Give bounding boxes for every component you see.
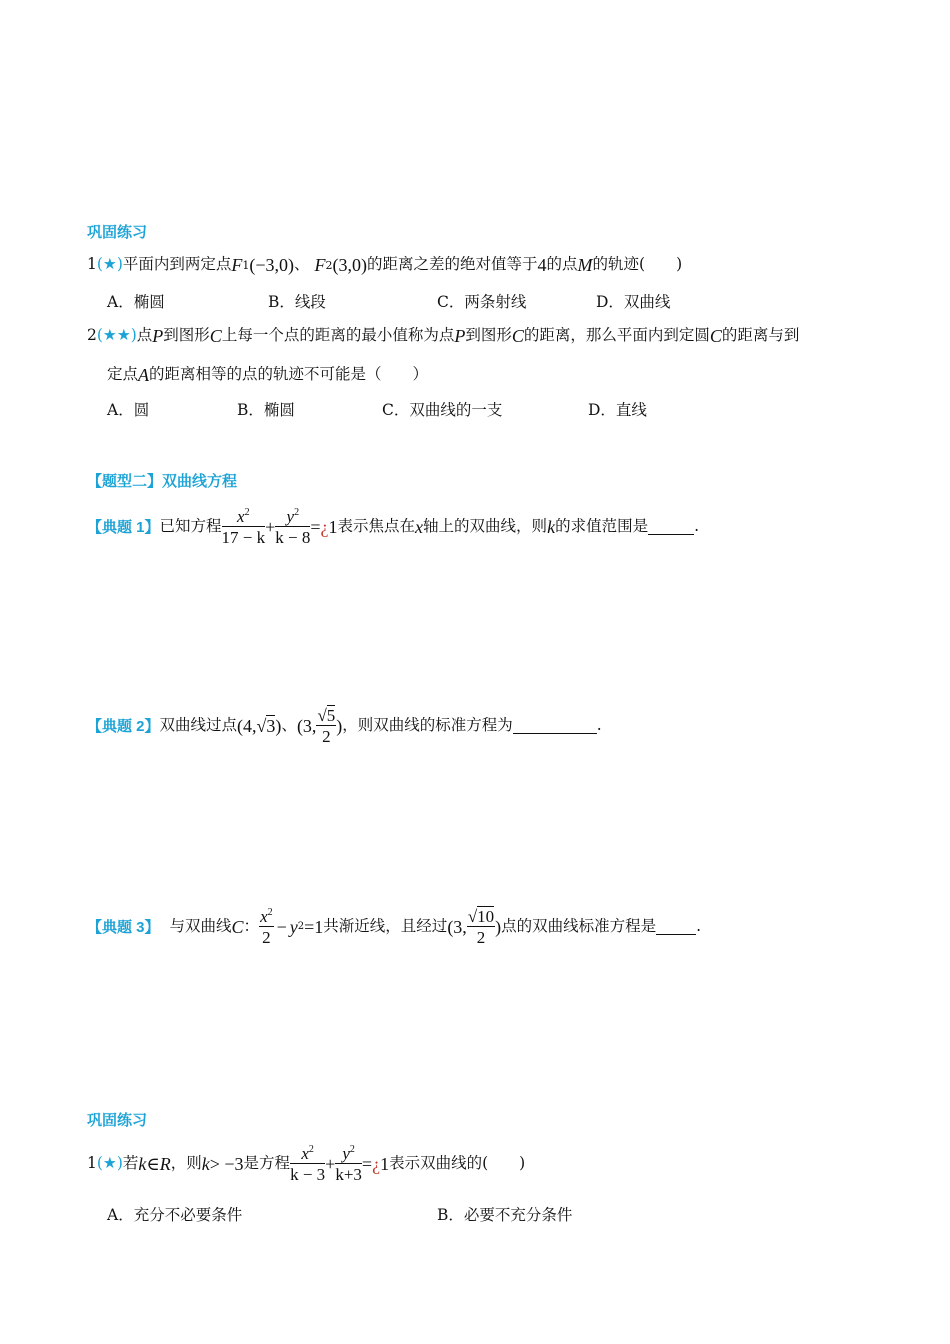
radicand: 5 [326,706,336,725]
radical: √3 [256,716,276,736]
math-var-P: P [454,326,466,346]
plus-sign: + [325,1154,336,1174]
separator: 、 [281,716,297,735]
math-var-k: k [547,517,556,537]
option-b: B．椭圆 [237,401,295,419]
answer-blank[interactable] [648,519,694,536]
point-close: ) [495,917,502,937]
question-number: 1 [87,1154,97,1173]
equals-sign: = [310,517,321,537]
difficulty-stars: (★★) [96,326,137,345]
fraction: $\frac{y^2}{k - 8}$ [275,507,311,547]
fraction: $\frac{x^2}{k - 3}$ [290,1144,326,1184]
question-text: 的点 [546,255,578,274]
garbled-char: ¿ [372,1154,381,1174]
section-heading: 【题型二】双曲线方程 [87,473,238,490]
option-c: C．双曲线的一支 [382,401,503,419]
math-var-C: C [709,326,722,346]
number: 1 [328,517,338,537]
option-b: B．线段 [268,293,326,311]
question-text: 的距离与到 [721,326,800,345]
math-var-x: x [301,1144,309,1163]
example-1 [87,508,699,546]
math-var-F: F [231,255,243,275]
number: 1 [380,1154,390,1174]
question-text: 双曲线过点 [159,716,238,735]
practice-heading-2: 巩固练习 [87,1112,148,1129]
option-a: A．圆 [107,401,150,419]
question-text: 共渐近线，且经过 [323,917,448,936]
fraction-denominator: k − 8 [275,528,311,547]
question-text: 的距离相等的点的轨迹不可能是（ ） [149,365,429,384]
colon: ： [243,917,260,936]
math-var-x: x [415,517,424,537]
point-open: (4, [237,716,257,736]
fraction: $\frac{√5}{2}$ [317,706,336,746]
element-of: ∈ [146,1154,160,1174]
point-close: ) [336,716,343,736]
fraction: $\frac{y^2}{k+3}$ [335,1144,362,1184]
period: . [696,917,702,936]
question-text: 点的双曲线标准方程是 [501,917,657,936]
plus-sign: + [265,517,276,537]
fraction-denominator: k+3 [335,1165,362,1184]
question-text: 的轨迹( ) [592,255,683,274]
question-text: ，则双曲线的标准方程为 [342,716,513,735]
inequality: > −3 [209,1154,244,1174]
practice2-question-1 [87,1145,525,1183]
option-a: A．充分不必要条件 [107,1206,243,1224]
period: . [596,716,602,735]
point-coords: (−3,0) [249,255,295,275]
math-var-P: P [152,326,164,346]
math-var-C: C [209,326,222,346]
answer-blank[interactable] [656,919,696,936]
equals-sign: = [361,1154,373,1174]
question-text: 已知方程 [159,517,222,536]
math-var-F: F [314,255,326,275]
fraction-denominator: 17 − k [221,528,266,547]
example-label: 【典题 3】 [87,918,160,936]
question-text: 的距离，那么平面内到定圆 [523,326,710,345]
subscript: 2 [325,258,333,272]
question-text: 与双曲线 [169,917,232,936]
garbled-char: ¿ [320,517,329,537]
math-var-x: x [237,507,245,526]
point-open: (3, [296,716,317,736]
fraction: $\frac{x^2}{2}$ [260,907,273,947]
separator: 、 [294,255,310,274]
practice1-question-2 [87,327,799,345]
example-label: 【典题 2】 [87,717,160,735]
question-text: 的距离之差的绝对值等于 [366,255,538,274]
question-text: 平面内到两定点 [122,255,232,274]
fraction-denominator: 2 [476,928,486,947]
question-number: 2 [87,326,97,345]
minus-sign: − [276,917,287,937]
math-var-C: C [511,326,524,346]
question-text: 到图形 [163,326,210,345]
practice1-question-2-cont [107,366,428,384]
fraction: $\frac{x^2}{17 - k}$ [221,507,266,547]
question-text: 到图形 [465,326,512,345]
question-text: 表示焦点在 [337,517,416,536]
math-var-M: M [577,255,593,275]
practice1-question-1 [87,256,682,274]
fraction-denominator: 2 [262,928,271,947]
period: . [694,517,700,536]
math-var-R: R [159,1154,171,1174]
question-text: 定点 [107,365,139,384]
option-b: B．必要不充分条件 [437,1206,573,1224]
option-d: D．直线 [588,401,647,419]
example-2 [87,707,602,745]
question-text: 上每一个点的距离的最小值称为点 [221,326,455,345]
question-text: ，则 [170,1154,202,1173]
question-text: 的求值范围是 [555,517,649,536]
practice-heading-1: 巩固练习 [87,224,148,241]
fraction-denominator: 2 [322,727,331,746]
subscript: 1 [242,258,250,272]
example-label: 【典题 1】 [87,518,160,536]
math-var-A: A [138,365,150,385]
question-text: 若 [122,1154,139,1173]
math-var-k: k [138,1154,147,1174]
example-3: 【典题 3】 与双曲线 C ： $\frac{x^2}{2}$ − y 2 =1 共渐近线，且经过 (3, $\frac{√10}{2}$ ) 点的双曲线标准方程是 . [87,907,702,947]
number: 4 [537,255,547,275]
math-var-y: y [289,917,298,937]
point-open: (3, [447,917,467,937]
math-var-k: k [201,1154,210,1174]
option-a: A．椭圆 [107,293,165,311]
difficulty-stars: (★) [96,255,123,274]
option-d: D．双曲线 [596,293,671,311]
question-text: 是方程 [243,1154,291,1173]
option-c: C．两条射线 [437,293,527,311]
math-var-y: y [342,1144,350,1163]
radicand: 3 [266,716,276,736]
difficulty-stars: (★) [96,1154,123,1173]
point-coords: (3,0) [332,255,367,275]
math-var-y: y [286,507,295,526]
fraction-denominator: k − 3 [290,1165,326,1184]
question-text: 点 [136,326,153,345]
fraction: $\frac{√10}{2}$ [467,907,495,947]
point-close: ) [275,716,282,736]
question-number: 1 [87,255,97,274]
question-text: 表示双曲线的( ) [389,1154,526,1173]
equals-one: =1 [304,917,324,937]
math-var-x: x [260,907,268,926]
answer-blank[interactable] [513,718,597,735]
math-var-C: C [231,917,244,937]
question-text: 轴上的双曲线，则 [423,517,548,536]
radicand: 10 [477,907,495,926]
